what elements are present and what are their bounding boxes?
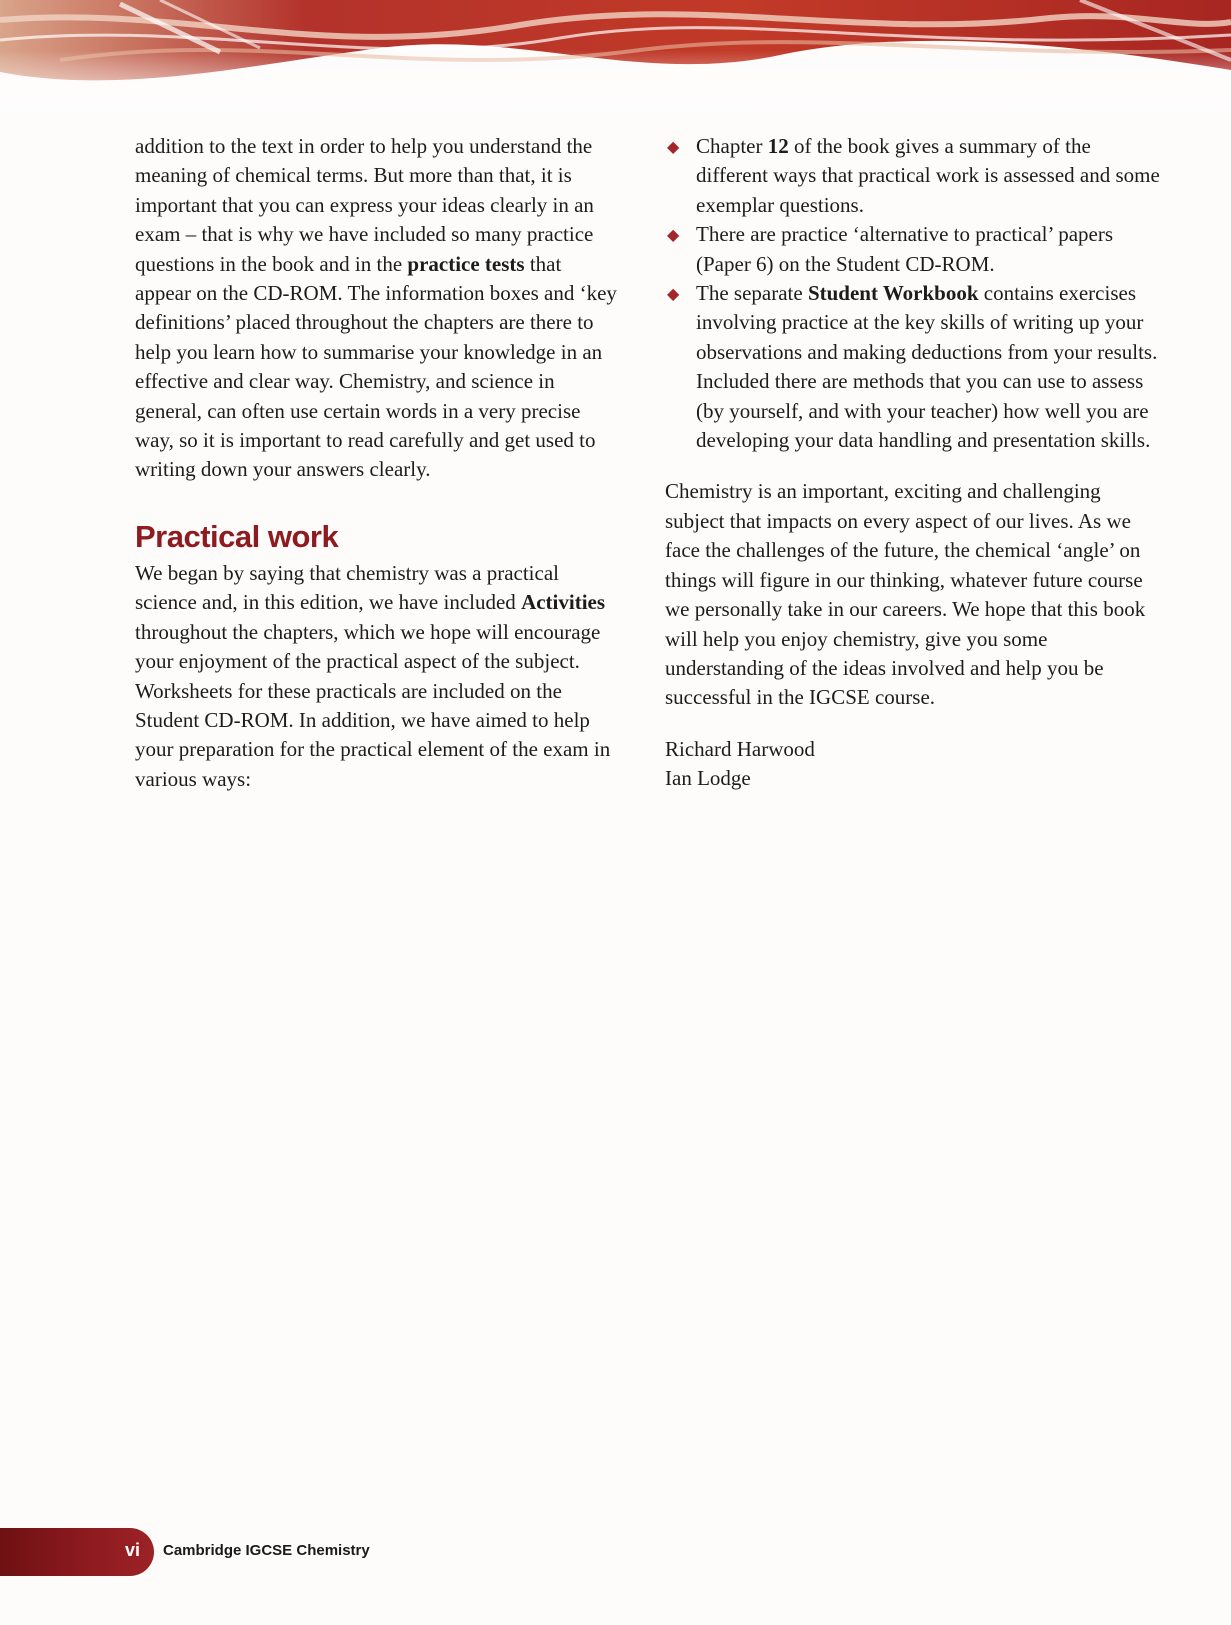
bullet-item <box>665 279 1165 455</box>
author-signature <box>665 735 1165 794</box>
author-name: Ian Lodge <box>665 766 751 791</box>
text-run: contains exercises involving practice at the key skills of writing up your observations and making deductions from your results. Included there are methods that you can use to assess (by yourself, and with your teacher) how well you are developing your data handling and presentation skills. <box>696 281 1158 453</box>
bold-term: practice tests <box>407 251 525 276</box>
bold-term: Student Workbook <box>807 281 979 306</box>
diamond-bullet-icon: ◆ <box>667 225 680 245</box>
text-run: Chapter <box>696 134 768 158</box>
text-run: addition to the text in order to help you understand the meaning of chemical terms. But more than that, it is important that you can express your ideas clearly in an exam – that is why we have included so many practice questions in the book and in the <box>135 134 594 276</box>
bullet-item <box>665 220 1165 279</box>
page-number: vi <box>125 1540 141 1560</box>
practical-paragraph <box>135 559 620 794</box>
page-footer <box>0 1528 420 1576</box>
left-column <box>135 132 620 794</box>
text-run: throughout the chapters, which we hope will encourage your enjoyment of the practical aspect of the subject. Worksheets for these practicals are included on the Student CD-ROM. In addition, we have aimed to help your preparation for the practical element of the exam in various ways: <box>135 619 611 791</box>
right-column <box>665 132 1165 794</box>
bullet-text <box>696 134 1160 217</box>
practical-bullet-list <box>665 132 1165 455</box>
author-name: Richard Harwood <box>665 736 815 761</box>
closing-paragraph: Chemistry is an important, exciting and challenging subject that impacts on every aspect of our lives. As we face the challenges of the future, the chemical ‘angle’ on things will figure in our thinking, whatever future course we personally take in our careers. We hope that this book will help you enjoy chemistry, give you some understanding of the ideas involved and help you be successful in the IGCSE course. <box>665 479 1146 710</box>
text-run: The separate <box>696 281 808 306</box>
header-wave-banner <box>0 0 1231 120</box>
bullet-text <box>696 281 1157 452</box>
intro-paragraph <box>135 132 620 485</box>
text-run: of the book gives a summary of the different ways that practical work is assessed and some exemplar questions. <box>696 134 1160 217</box>
bullet-item <box>665 132 1165 220</box>
text-run: There are practice ‘alternative to practical’ papers (Paper 6) on the Student CD-ROM. <box>696 222 1114 276</box>
text-run: that appear on the CD-ROM. The information boxes and ‘key definitions’ placed throughout the chapters are there to help you learn how to summarise your knowledge in an effective and clear way. Chemistry, and science in general, can often use certain words in a very precise way, so it is important to read carefully and get used to writing down your answers clearly. <box>135 251 617 482</box>
diamond-bullet-icon: ◆ <box>667 284 680 304</box>
running-footer-title: Cambridge IGCSE Chemistry <box>163 1542 370 1559</box>
diamond-bullet-icon: ◆ <box>667 137 680 156</box>
bold-term: 12 <box>767 134 789 158</box>
text-run: We began by saying that chemistry was a practical science and, in this edition, we have included <box>135 560 559 615</box>
section-heading-practical-work: Practical work <box>135 518 339 554</box>
bullet-text <box>696 222 1113 275</box>
bold-term: Activities <box>521 590 606 615</box>
